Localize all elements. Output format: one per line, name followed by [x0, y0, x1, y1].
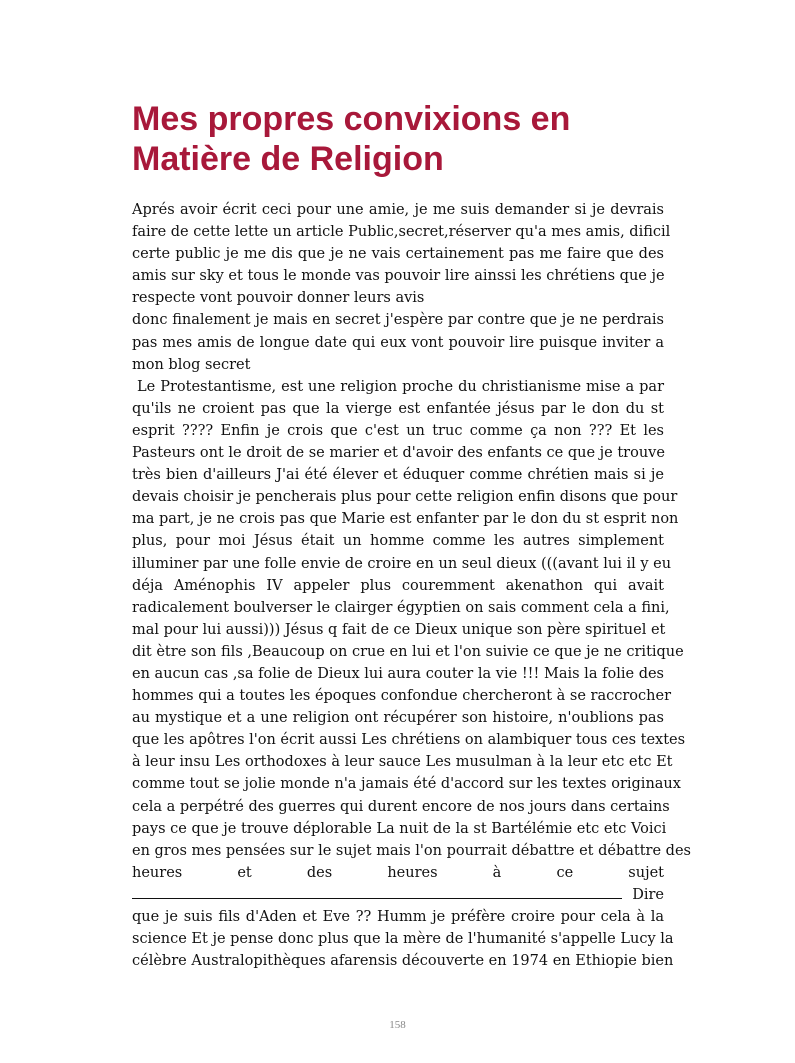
body-line: au mystique et a une religion ont récupérer son histoire, n'oublions pas — [132, 710, 664, 727]
body-line: radicalement boulverser le clairger égyptien on sais comment cela a fini, — [132, 599, 670, 616]
body-line: mal pour lui aussi))) Jésus q fait de ce Dieux unique son père spirituel et — [132, 621, 666, 638]
body-line: célèbre Australopithèques afarensis découverte en 1974 en Ethiopie bien — [132, 953, 674, 970]
body-line: mon blog secret — [132, 356, 251, 373]
body-line: certe public je me dis que je ne vais certainement pas me faire que des — [132, 246, 664, 263]
title-line-1: Mes propres convixions en — [132, 100, 571, 138]
body-line: respecte vont pouvoir donner leurs avis — [132, 290, 425, 307]
body-line: heures et des heures à ce sujet — [132, 864, 664, 881]
body-line: esprit ???? Enfin je crois que c'est un truc comme ça non ??? Et les — [132, 422, 664, 439]
body-line: qu'ils ne croient pas que la vierge est enfantée jésus par le don du st — [132, 400, 664, 417]
body-line: Aprés avoir écrit ceci pour une amie, je me suis demander si je devrais — [132, 202, 664, 218]
title-line-2: Matière de Religion — [132, 140, 444, 178]
body-text — [132, 199, 691, 972]
page-title — [132, 99, 692, 179]
body-line: pays ce que je trouve déplorable La nuit de la st Bartélémie etc etc Voici — [132, 820, 667, 837]
horizontal-rule — [132, 884, 622, 899]
body-line: dit ètre son fils ,Beaucoup on crue en lui et l'on suivie ce que je ne critique — [132, 643, 684, 660]
body-line: science Et je pense donc plus que la mère de l'humanité s'appelle Lucy la — [132, 931, 674, 948]
body-line: Le Protestantisme, est une religion proche du christianisme mise a par — [132, 378, 664, 395]
body-line: hommes qui a toutes les époques confondue chercheront à se raccrocher — [132, 688, 672, 705]
body-line: pas mes amis de longue date qui eux vont pouvoir lire puisque inviter a — [132, 334, 664, 351]
body-line: très bien d'ailleurs J'ai été élever et éduquer comme chrétien mais si je — [132, 467, 664, 484]
body-line: faire de cette lette un article Public,secret,réserver qu'a mes amis, dificil — [132, 224, 671, 241]
body-line: donc finalement je mais en secret j'espère par contre que je ne perdrais — [132, 312, 664, 329]
body-line: à leur insu Les orthodoxes à leur sauce Les musulman à la leur etc etc Et — [132, 754, 673, 771]
body-line: plus, pour moi Jésus était un homme comme les autres simplement — [132, 533, 664, 550]
body-line: devais choisir je pencherais plus pour cette religion enfin disons que pour — [132, 489, 678, 506]
body-line: que je suis fils d'Aden et Eve ?? Humm je préfère croire pour cela à la — [132, 909, 664, 925]
body-line: en gros mes pensées sur le sujet mais l'on pourrait débattre et débattre des — [132, 842, 691, 859]
body-line: ma part, je ne crois pas que Marie est enfanter par le don du st esprit non — [132, 511, 679, 528]
separator-line — [132, 884, 664, 906]
body-line: illuminer par une folle envie de croire en un seul dieux (((avant lui il y eu — [132, 555, 672, 572]
body-line: que les apôtres l'on écrit aussi Les chrétiens on alambiquer tous ces textes — [132, 732, 686, 749]
body-line: amis sur sky et tous le monde vas pouvoir lire ainssi les chrétiens que je — [132, 268, 665, 285]
body-line: déja Aménophis IV appeler plus couremment akenathon qui avait — [132, 577, 664, 594]
body-line: Dire — [632, 886, 664, 903]
body-line: comme tout se jolie monde n'a jamais été d'accord sur les textes originaux — [132, 776, 681, 793]
body-line: Pasteurs ont le droit de se marier et d'avoir des enfants ce que je trouve — [132, 445, 665, 462]
page-number: 158 — [389, 1019, 406, 1031]
body-line: cela a perpétré des guerres qui durent encore de nos jours dans certains — [132, 798, 670, 815]
body-line: en aucun cas ,sa folie de Dieux lui aura couter la vie !!! Mais la folie des — [132, 665, 664, 682]
